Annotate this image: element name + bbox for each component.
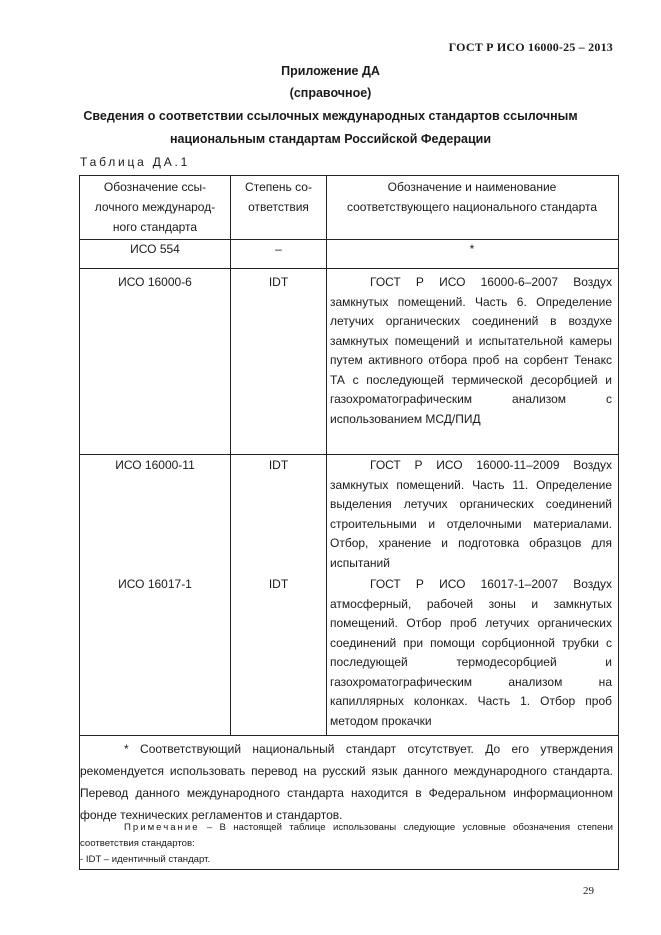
footnote-divider xyxy=(80,735,618,736)
header-degree-of-conformity xyxy=(231,178,326,218)
header-text: ответствия xyxy=(248,199,309,214)
row-4-degree: IDT xyxy=(268,577,289,591)
row-2-national xyxy=(330,273,612,429)
row-1-national: * xyxy=(469,242,475,256)
header-text: Обозначение ссы- xyxy=(103,180,207,194)
table-footnote xyxy=(80,738,613,826)
row-1-degree: – xyxy=(275,242,282,256)
header-text: Степень со- xyxy=(245,180,312,194)
appendix-heading-line-2: национальным стандартам Российской Федерации xyxy=(169,132,492,146)
appendix-title: Приложение ДА xyxy=(281,64,380,78)
row-3-degree: IDT xyxy=(268,458,289,472)
header-text: ного стандарта xyxy=(112,219,198,234)
row-4-national xyxy=(330,575,612,731)
row-4-designation: ИСО 16017-1 xyxy=(118,577,192,591)
header-international-designation xyxy=(80,178,230,237)
note-text: – В настоящей таблице использованы следующие условные обозначения степени соответствия стандартов: xyxy=(80,822,613,849)
row-3-national-text: ГОСТ Р ИСО 16000-11–2009 Воздух замкнутых помещений. Часть 11. Определение выделения летучих органических соединений строительными и отделочными материалами. Отбор, хранение и подготовка образцов для испытаний xyxy=(330,458,612,570)
appendix-kind: (справочное) xyxy=(289,86,372,100)
row-2-degree: IDT xyxy=(268,275,289,289)
table-caption: Таблица ДА.1 xyxy=(80,155,191,169)
header-text: соответствующего национального стандарта xyxy=(346,199,598,214)
footnote-text: * Соответствующий национальный стандарт отсутствует. До его утверждения рекомендуется использовать перевод на русский язык данного международного стандарта. Перевод данного международного стандарта находится в Федеральном информационном фонде технических регламентов и стандартов. xyxy=(80,742,613,822)
header-text: Обозначение и наименование xyxy=(387,180,557,194)
row-divider xyxy=(80,268,618,269)
table-note xyxy=(80,820,613,852)
row-2-designation: ИСО 16000-6 xyxy=(118,275,192,289)
row-4-national-text: ГОСТ Р ИСО 16017-1–2007 Воздух атмосферный, рабочей зоны и замкнутых помещений. Отбор проб летучих органических соединений при помощи сорбционной трубки с последующей термодесорбцией и газохроматографическим анализом на капиллярных колонках. Часть 1. Отбор проб методом прокачки xyxy=(330,577,612,728)
appendix-heading-line-1: Сведения о соответствии ссылочных международных стандартов ссылочным xyxy=(83,109,578,123)
row-divider xyxy=(80,454,618,455)
row-2-national-text: ГОСТ Р ИСО 16000-6–2007 Воздух замкнутых помещений. Часть 6. Определение летучих органических соединений в воздухе замкнутых помещений и испытательной камеры путем активного отбора проб на сорбент Тенакс ТА с последующей термической десорбцией и газохроматографическим анализом с использованием МСД/ПИД xyxy=(330,275,612,426)
document-code: ГОСТ Р ИСО 16000-25 – 2013 xyxy=(448,40,613,54)
page-number: 29 xyxy=(583,885,594,897)
row-3-national xyxy=(330,456,612,573)
row-3-designation: ИСО 16000-11 xyxy=(115,458,195,472)
row-1-designation: ИСО 554 xyxy=(130,242,180,256)
note-list-item: - IDT – идентичный стандарт. xyxy=(80,854,211,865)
column-divider xyxy=(326,176,327,735)
note-label: Примечание xyxy=(124,822,200,833)
header-national-standard xyxy=(327,178,617,218)
header-text: лочного международ- xyxy=(94,199,216,214)
